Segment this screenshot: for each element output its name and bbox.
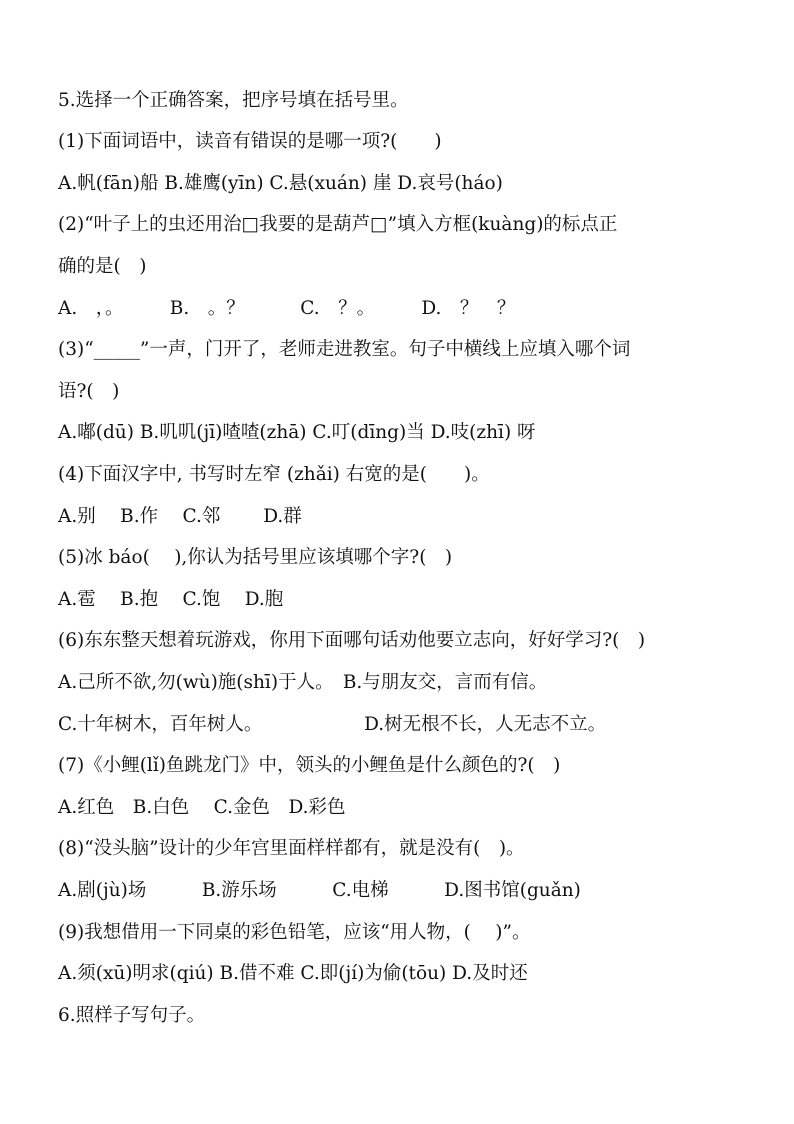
question-3-continued xyxy=(58,379,772,405)
question-2-text: (2)“叶子上的虫还用治□我要的是葫芦□”填入方框(kuàng)的标点正 xyxy=(58,214,618,235)
question-2-continued xyxy=(58,254,772,280)
question-2 xyxy=(58,212,772,238)
section-5-heading-text: 5.选择一个正确答案，把序号填在括号里。 xyxy=(58,90,409,111)
question-9 xyxy=(58,920,772,946)
question-3 xyxy=(58,337,772,363)
blank-area xyxy=(0,1040,794,1124)
question-6-options-ab xyxy=(58,670,772,696)
question-7-options-text: A.红色 B.白色 C.金色 D.彩色 xyxy=(58,797,346,818)
question-7-options xyxy=(58,795,772,821)
question-7-text: (7)《小鲤(lǐ)鱼跳龙门》中，领头的小鲤鱼是什么颜色的?( ) xyxy=(58,755,561,776)
question-4 xyxy=(58,462,772,488)
question-3-options xyxy=(58,420,772,446)
question-6-text: (6)东东整天想着玩游戏，你用下面哪句话劝他要立志向，好好学习?( ) xyxy=(58,630,646,651)
question-6 xyxy=(58,628,772,654)
question-3-text: (3)“_____”一声，门开了，老师走进教室。句子中横线上应填入哪个词 xyxy=(58,339,631,360)
question-7 xyxy=(58,753,772,779)
question-5 xyxy=(58,545,772,571)
question-1 xyxy=(58,129,772,155)
section-6-heading xyxy=(58,1003,772,1029)
question-6-options-cd xyxy=(58,712,772,738)
question-8-text: (8)“没头脑”设计的少年宫里面样样都有，就是没有( )。 xyxy=(58,838,525,859)
question-8-options-text: A.剧(jù)场 B.游乐场 C.电梯 D.图书馆(guǎn) xyxy=(58,880,581,901)
question-4-text: (4)下面汉字中, 书写时左窄 (zhǎi) 右宽的是( )。 xyxy=(58,464,490,485)
question-4-options-text: A.别 B.作 C.邻 D.群 xyxy=(58,506,302,527)
question-6-options-ab-text: A.己所不欲,勿(wù)施(shī)于人。 B.与朋友交，言而有信。 xyxy=(58,672,548,693)
question-8-options xyxy=(58,878,772,904)
question-2-continued-text: 确的是( ) xyxy=(58,256,147,277)
question-5-options xyxy=(58,587,772,613)
question-8 xyxy=(58,836,772,862)
question-5-options-text: A.雹 B.抱 C.饱 D.胞 xyxy=(58,589,284,610)
question-1-options-text: A.帆(fān)船 B.雄鹰(yīn) C.悬(xuán) 崖 D.哀号(háo) xyxy=(58,173,503,194)
question-3-continued-text: 语?( ) xyxy=(58,381,120,402)
section-6-heading-text: 6.照样子写句子。 xyxy=(58,1005,206,1026)
section-5-heading xyxy=(58,88,772,114)
question-1-options xyxy=(58,171,772,197)
question-1-text: (1)下面词语中，读音有错误的是哪一项?( ) xyxy=(58,131,442,152)
question-2-options xyxy=(58,296,772,322)
question-2-options-text: A. ，。 B. 。？ C. ？。 D. ？ ？ xyxy=(58,298,516,319)
question-5-text: (5)冰 báo( ),你认为括号里应该填哪个字?( ) xyxy=(58,547,453,568)
question-9-options-text: A.须(xū)明求(qiú) B.借不难 C.即(jí)为偷(tōu) D.及时还 xyxy=(58,963,528,984)
question-3-options-text: A.嘟(dū) B.叽叽(jī)喳喳(zhā) C.叮(dīng)当 D.吱(zhī) 呀 xyxy=(58,422,536,443)
question-6-options-cd-text: C.十年树木，百年树人。 D.树无根不长，人无志不立。 xyxy=(58,714,607,735)
question-9-text: (9)我想借用一下同桌的彩色铅笔，应该“用人物，( )”。 xyxy=(58,922,531,943)
question-4-options xyxy=(58,504,772,530)
question-9-options xyxy=(58,961,772,987)
